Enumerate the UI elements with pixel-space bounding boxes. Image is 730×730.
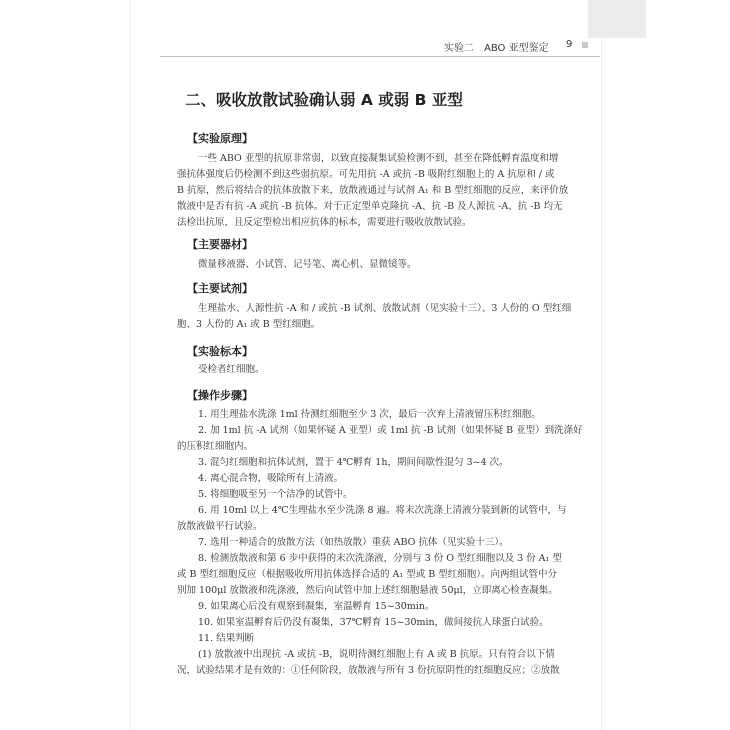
step-line: 放散液做平行试验。	[177, 521, 263, 532]
step-line: 2. 加 1ml 抗 -A 试剂（如果怀疑 A 亚型）或 1ml 抗 -B 试剂（如果怀疑 B 亚型）到洗涤好	[198, 425, 583, 436]
step-line: (1) 放散液中出现抗 -A 或抗 -B，说明待测红细胞上有 A 或 B 抗原。只有符合以下情	[198, 649, 555, 660]
step-line: 7. 选用一种适合的放散方法（如热放散）重获 ABO 抗体（见实验十三）。	[198, 537, 509, 548]
step-line: 况，试验结果才是有效的：①任何阶段，放散液与所有 3 份抗原阴性的红细胞反应；②放散	[177, 665, 560, 676]
step-line: 6. 用 10ml 以上 4℃生理盐水至少洗涤 8 遍。将末次洗涤上清液分装到新的试管中，与	[198, 505, 567, 516]
specimen-line: 受检者红细胞。	[198, 364, 265, 375]
principle-line: 散液中是否有抗 -A 或抗 -B 抗体。对于正定型单克隆抗 -A、抗 -B 及人源抗 -A、抗 -B 均无	[177, 201, 563, 212]
equipment-line: 微量移液器、小试管、记号笔、离心机、显微镜等。	[198, 259, 417, 270]
principle-line: B 抗原，然后将结合的抗体放散下来，放散液通过与试剂 A₁ 和 B 型红细胞的反应，来评价放	[177, 185, 569, 196]
step-line: 3. 混匀红细胞和抗体试剂，置于 4℃孵育 1h，期间间歇性混匀 3~4 次。	[198, 457, 509, 468]
principle-line: 强抗体强度后仍检测不到这些弱抗原。可先用抗 -A 或抗 -B 吸附红细胞上的 A 抗原和 / 或	[177, 169, 555, 180]
heading-steps: 【操作步骤】	[187, 389, 253, 402]
heading-reagents: 【主要试剂】	[187, 282, 253, 295]
step-line: 8. 检测放散液和第 6 步中获得的末次洗涤液，分别与 3 份 O 型红细胞以及 3 份 A₁ 型	[198, 553, 562, 564]
principle-line: 一些 ABO 亚型的抗原非常弱，以致直接凝集试验检测不到，甚至在降低孵育温度和增	[198, 153, 559, 164]
step-line: 9. 如果离心后没有观察到凝集，室温孵育 15~30min。	[198, 601, 435, 612]
heading-principle: 【实验原理】	[187, 132, 253, 145]
step-line: 4. 离心混合物，吸除所有上清液。	[198, 473, 344, 484]
header-rule	[160, 56, 600, 57]
reagents-line: 生理盐水、人源性抗 -A 和 / 或抗 -B 试剂、放散试剂（见实验十三）、3 人份的 O 型红细	[198, 303, 572, 314]
section-title: 二、吸收放散试验确认弱 A 或弱 B 亚型	[185, 91, 463, 109]
step-line: 11. 结果判断	[198, 633, 255, 644]
heading-equipment: 【主要器材】	[187, 238, 253, 251]
header-square-marker	[582, 42, 588, 48]
step-line: 1. 用生理盐水洗涤 1ml 待测红细胞至少 3 次，最后一次弃上清液留压积红细胞。	[198, 409, 541, 420]
principle-line: 法检出抗原，且反定型检出相应抗体的标本，需要进行吸收放散试验。	[177, 217, 472, 228]
page-corner-tab	[588, 0, 646, 38]
step-line: 10. 如果室温孵育后仍没有凝集，37℃孵育 15~30min，做间接抗人球蛋白试验。	[198, 617, 549, 628]
page-number: 9	[566, 39, 573, 50]
running-header	[444, 39, 594, 53]
reagents-line: 胞、3 人份的 A₁ 或 B 型红细胞。	[177, 319, 321, 330]
running-title: 实验二 ABO 亚型鉴定	[444, 43, 549, 54]
heading-specimen: 【实验标本】	[187, 345, 253, 358]
step-line: 或 B 型红细胞反应（根据吸收所用抗体选择合适的 A₁ 型或 B 型红细胞）。向两组试管中分	[177, 569, 558, 580]
step-line: 的压积红细胞内。	[177, 441, 254, 452]
step-line: 别加 100μl 放散液和洗涤液，然后向试管中加上述红细胞悬液 50μl，立即离心检查凝集。	[177, 585, 558, 596]
step-line: 5. 将细胞吸至另一个洁净的试管中。	[198, 489, 353, 500]
